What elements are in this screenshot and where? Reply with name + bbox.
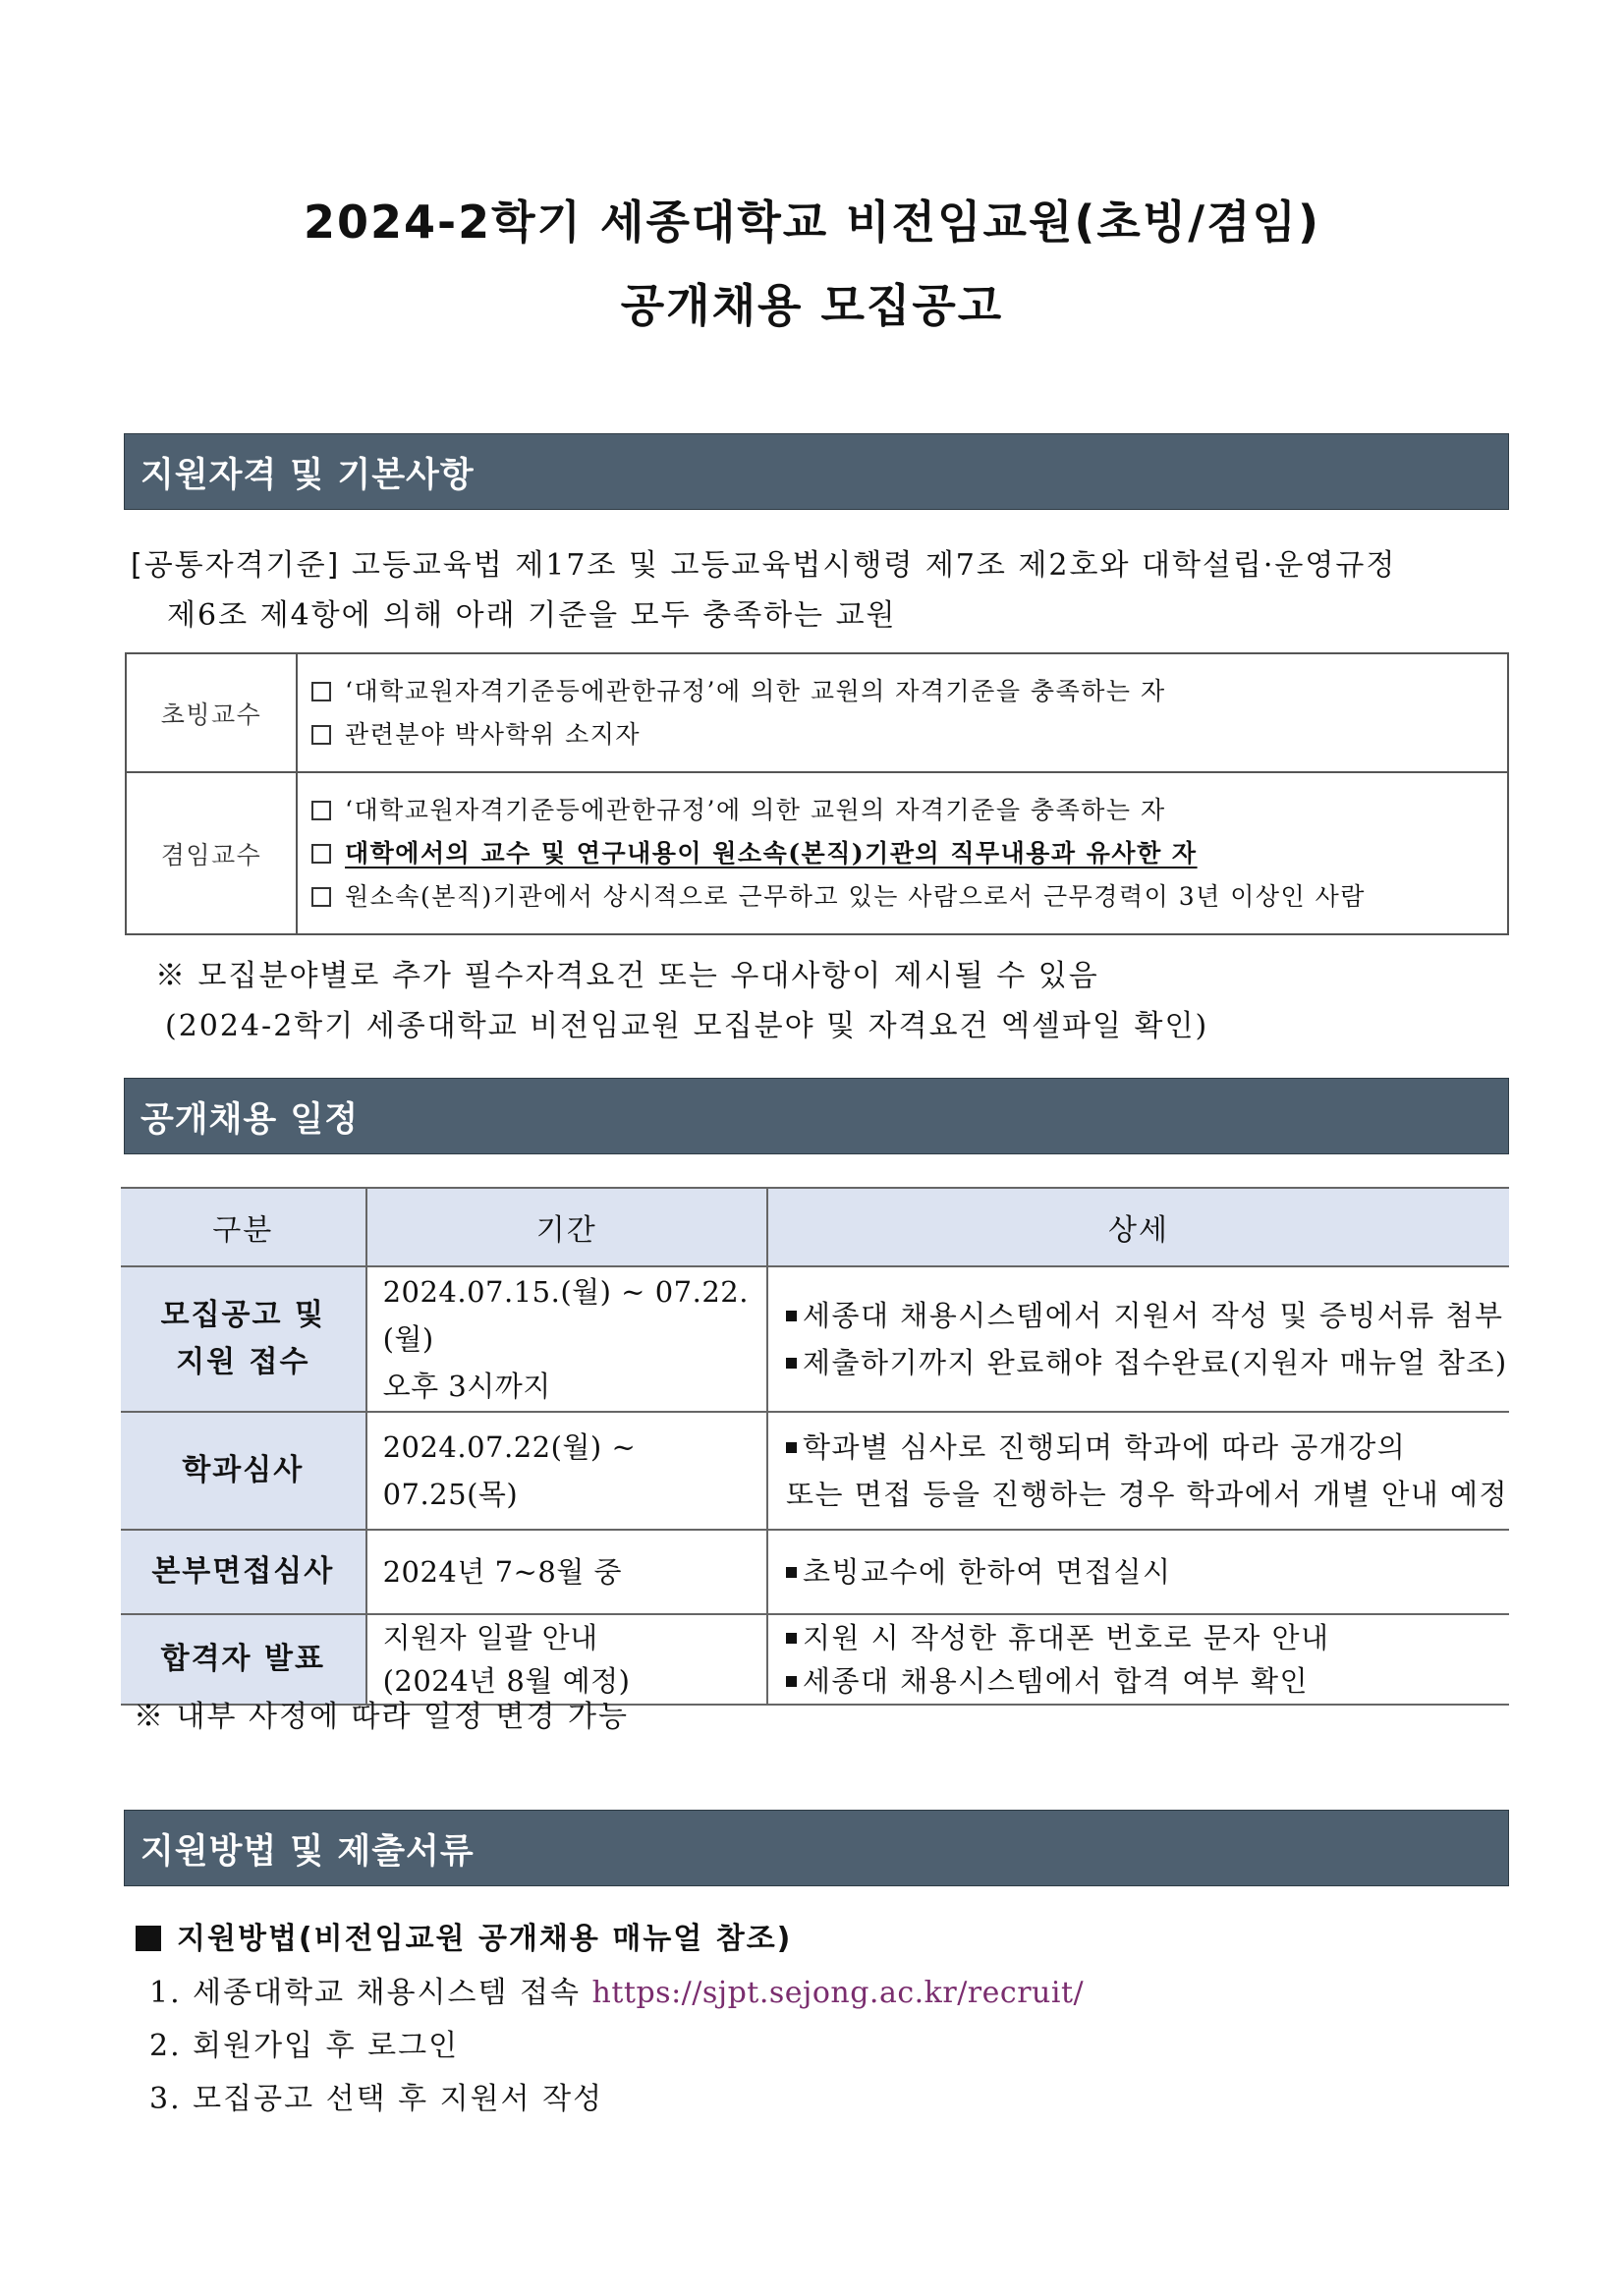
bullet-icon: [786, 1358, 797, 1369]
checkbox-icon: [311, 887, 331, 907]
section-header-application: [124, 1810, 1509, 1886]
row-label: 학과심사: [121, 1412, 366, 1530]
schedule-table: [121, 1187, 1509, 1706]
common-criteria-line1: [131, 540, 1396, 584]
list-item: [311, 713, 1493, 756]
column-header: 기간: [366, 1188, 767, 1266]
row-detail: 세종대 채용시스템에서 지원서 작성 및 증빙서류 첨부 제출하기까지 완료해야 접수완료(지원자 매뉴얼 참조): [767, 1266, 1509, 1412]
row-label: 합격자 발표: [121, 1614, 366, 1705]
item-text-emphasis: 대학에서의 교수 및 연구내용이 원소속(본직)기관의 직무내용과 유사한 자: [345, 838, 1198, 868]
row-period: 지원자 일괄 안내 (2024년 8월 예정): [366, 1614, 767, 1705]
recruit-system-link[interactable]: https://sjpt.sejong.ac.kr/recruit/: [591, 1976, 1085, 2010]
row-body: [297, 653, 1508, 772]
application-method-label: 지원방법(비전임교원 공개채용 매뉴얼 참조): [177, 1922, 793, 1956]
bullet-icon: [786, 1442, 797, 1453]
square-bullet-icon: [136, 1926, 161, 1951]
step-1: [149, 1968, 1084, 2011]
table-header-row: [121, 1188, 1509, 1266]
page-title-line1: 2024-2학기 세종대학교 비전임교원(초빙/겸임): [304, 196, 1320, 249]
checkbox-icon: [311, 801, 331, 820]
item-text: 원소속(본직)기관에서 상시적으로 근무하고 있는 사람으로서 근무경력이 3년 이상인 사람: [345, 881, 1366, 911]
row-detail: 지원 시 작성한 휴대폰 번호로 문자 안내 세종대 채용시스템에서 합격 여부 확인: [767, 1614, 1509, 1705]
common-criteria-line2: 제6조 제4항에 의해 아래 기준을 모두 충족하는 교원: [167, 598, 897, 633]
row-label: 초빙교수: [126, 653, 297, 772]
item-text: 관련분야 박사학위 소지자: [345, 719, 642, 749]
common-criteria-text: 고등교육법 제17조 및 고등교육법시행령 제7조 제2호와 대학설립·운영규정: [340, 548, 1397, 583]
list-item: [311, 670, 1493, 713]
page-title-line2: 공개채용 모집공고: [620, 279, 1004, 332]
checkbox-icon: [311, 725, 331, 745]
qualification-table: [125, 652, 1509, 935]
row-period: 2024.07.15.(월) ~ 07.22.(월) 오후 3시까지: [366, 1266, 767, 1412]
table-row: [126, 653, 1508, 772]
common-criteria-label: [공통자격기준]: [131, 548, 341, 583]
row-label: 본부면접심사: [121, 1530, 366, 1614]
row-period: 2024.07.22(월) ~ 07.25(목): [366, 1412, 767, 1530]
row-label: 겸임교수: [126, 772, 297, 934]
list-item: [311, 875, 1493, 919]
table-row: [126, 772, 1508, 934]
row-label: 모집공고 및 지원 접수: [121, 1266, 366, 1412]
application-method-heading: [136, 1914, 792, 1957]
bullet-icon: [786, 1311, 797, 1321]
section-header-schedule: [124, 1078, 1509, 1154]
checkbox-icon: [311, 844, 331, 864]
section-header-label: 지원방법 및 제출서류: [140, 1832, 475, 1872]
list-item: [311, 832, 1493, 875]
note-excel-check: (2024-2학기 세종대학교 비전임교원 모집분야 및 자격요건 엑셀파일 확인): [165, 1009, 1209, 1043]
checkbox-icon: [311, 682, 331, 701]
step-3: 3. 모집공고 선택 후 지원서 작성: [149, 2082, 604, 2116]
section-header-label: 지원자격 및 기본사항: [140, 456, 475, 495]
bullet-icon: [786, 1676, 797, 1687]
step-2: 2. 회원가입 후 로그인: [149, 2029, 460, 2063]
column-header: 상세: [767, 1188, 1509, 1266]
note-schedule-change: ※ 내부 사정에 따라 일정 변경 가능: [134, 1700, 629, 1734]
row-detail: 학과별 심사로 진행되며 학과에 따라 공개강의 또는 면접 등을 진행하는 경우 학과에서 개별 안내 예정: [767, 1412, 1509, 1530]
row-body: [297, 772, 1508, 934]
bullet-icon: [786, 1633, 797, 1644]
note-recruitment-field: ※ 모집분야별로 추가 필수자격요건 또는 우대사항이 제시될 수 있음: [155, 959, 1099, 993]
row-period: 2024년 7~8월 중: [366, 1530, 767, 1614]
table-row: [121, 1412, 1509, 1530]
table-row: [121, 1530, 1509, 1614]
section-header-qualifications: [124, 433, 1509, 510]
list-item: [311, 789, 1493, 832]
step-1-text: 1. 세종대학교 채용시스템 접속: [149, 1976, 592, 2010]
item-text: ‘대학교원자격기준등에관한규정’에 의한 교원의 자격기준을 충족하는 자: [345, 795, 1166, 824]
item-text: ‘대학교원자격기준등에관한규정’에 의한 교원의 자격기준을 충족하는 자: [345, 676, 1166, 705]
table-row: [121, 1266, 1509, 1412]
section-header-label: 공개채용 일정: [140, 1100, 360, 1140]
bullet-icon: [786, 1567, 797, 1578]
row-detail: 초빙교수에 한하여 면접실시: [767, 1530, 1509, 1614]
column-header: 구분: [121, 1188, 366, 1266]
